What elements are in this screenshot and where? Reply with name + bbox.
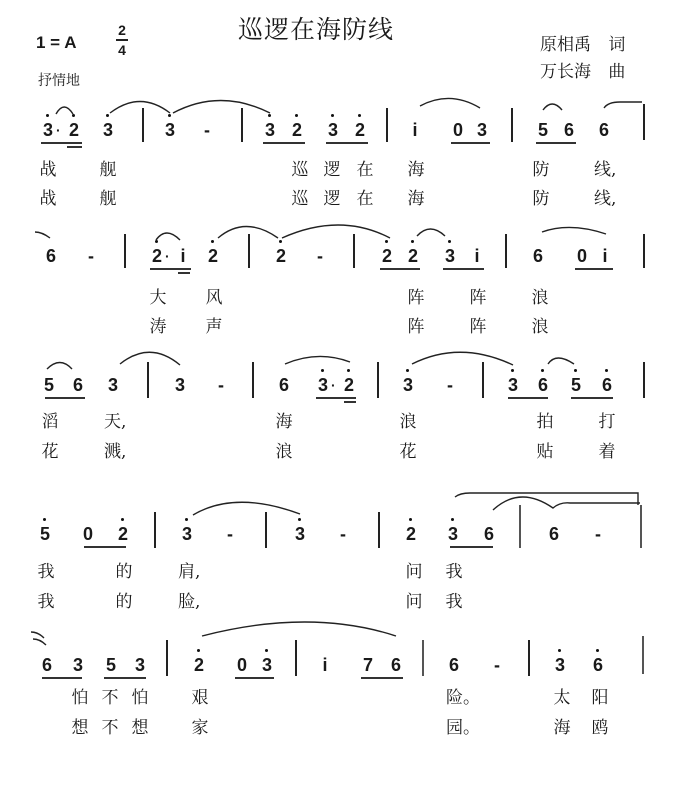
note: 2	[290, 120, 304, 140]
lyric: 溅,	[104, 442, 127, 462]
note: 6	[548, 524, 559, 544]
lyric: 战	[39, 189, 57, 209]
dash: -	[88, 246, 94, 266]
barline	[124, 234, 126, 268]
lyric: 花	[41, 442, 59, 462]
lyric: 打	[598, 412, 616, 432]
note: 5	[105, 655, 116, 675]
beam	[451, 142, 490, 144]
beam	[536, 142, 576, 144]
composer-role: 曲	[608, 62, 626, 82]
lyric: 天,	[104, 412, 127, 432]
lyric: 在	[356, 160, 374, 180]
beam	[380, 268, 420, 270]
barline	[505, 234, 507, 268]
lyric: 问	[405, 592, 423, 612]
lyric: 的	[115, 592, 133, 612]
barline	[252, 362, 254, 398]
note: 6	[41, 655, 52, 675]
note: 6	[598, 120, 609, 140]
time-signature-bottom: 4	[118, 41, 126, 58]
lyric: 我	[445, 562, 463, 582]
lyric: 海	[407, 189, 425, 209]
lyric: 着	[598, 442, 616, 462]
note: 2	[380, 246, 394, 266]
note: 2	[353, 120, 367, 140]
beam	[575, 268, 613, 270]
barline	[422, 640, 424, 676]
lyric: 声	[205, 317, 223, 337]
note: 3	[506, 375, 520, 395]
barline	[528, 640, 530, 676]
lyricist-name: 原相禹	[540, 35, 591, 55]
note: 3	[41, 120, 55, 140]
note: 3	[553, 655, 567, 675]
barline	[154, 512, 156, 548]
dash: -	[494, 655, 500, 675]
note: 2	[150, 246, 164, 266]
barline	[643, 104, 645, 140]
note: 2	[274, 246, 288, 266]
lyric: 鸥	[591, 718, 609, 738]
lyric: 不	[101, 688, 119, 708]
barline	[378, 512, 380, 548]
barline	[241, 108, 243, 142]
lyric: 问	[405, 562, 423, 582]
beam	[263, 142, 305, 144]
lyric: 险。	[446, 688, 480, 708]
beam	[571, 397, 613, 399]
lyric: 大	[149, 288, 167, 308]
note: 3	[401, 375, 415, 395]
lyric: 浪	[531, 288, 549, 308]
note: 3	[163, 120, 177, 140]
note: 2	[342, 375, 356, 395]
lyric: 浪	[531, 317, 549, 337]
note: 2	[406, 246, 420, 266]
note: 3	[107, 375, 118, 395]
lyric: 脸,	[178, 592, 201, 612]
note: i	[474, 246, 480, 266]
lyric: 艰	[191, 688, 209, 708]
lyric: 在	[356, 189, 374, 209]
beam	[235, 677, 274, 679]
lyric: 我	[37, 592, 55, 612]
lyric: 阵	[469, 288, 487, 308]
lyric: 我	[445, 592, 463, 612]
note: 3	[316, 375, 330, 395]
barline	[295, 640, 297, 676]
note: 3	[443, 246, 457, 266]
augmentation-dot: ·	[331, 377, 336, 393]
note: 6	[390, 655, 401, 675]
note: 3	[180, 524, 194, 544]
barline	[353, 234, 355, 268]
barline	[482, 362, 484, 398]
lyric: 拍	[536, 412, 554, 432]
lyric: 滔	[41, 412, 59, 432]
note: 6	[448, 655, 459, 675]
note: 3	[326, 120, 340, 140]
note: i	[412, 120, 418, 140]
note: 6	[591, 655, 605, 675]
beam	[508, 397, 548, 399]
note: 3	[476, 120, 487, 140]
barline	[265, 512, 267, 548]
lyric: 海	[407, 160, 425, 180]
note: i	[180, 246, 186, 266]
note: 5	[43, 375, 54, 395]
lyric: 园。	[446, 718, 480, 738]
dash: -	[447, 375, 453, 395]
lyric: 巡	[291, 189, 309, 209]
barline	[147, 362, 149, 398]
lyric: 涛	[149, 317, 167, 337]
dash: -	[317, 246, 323, 266]
barline	[642, 636, 644, 674]
lyric: 防	[532, 160, 550, 180]
note: 2	[116, 524, 130, 544]
note: 5	[38, 524, 52, 544]
lyric: 阵	[469, 317, 487, 337]
lyric: 太	[553, 688, 571, 708]
song-title: 巡逻在海防线	[238, 15, 395, 44]
beam	[41, 142, 82, 144]
beam	[326, 142, 368, 144]
composer-name: 万长海	[540, 62, 591, 82]
note: i	[602, 246, 608, 266]
note: 0	[82, 524, 93, 544]
lyric: 海	[553, 718, 571, 738]
dash: -	[340, 524, 346, 544]
lyric: 逻	[323, 189, 341, 209]
note: 6	[532, 246, 543, 266]
note: 2	[404, 524, 418, 544]
note: 3	[101, 120, 115, 140]
note: 0	[236, 655, 247, 675]
lyric: 不	[101, 718, 119, 738]
lyric: 防	[532, 189, 550, 209]
time-signature-top: 2	[118, 22, 126, 38]
lyric: 舰	[99, 189, 117, 209]
note: 3	[72, 655, 83, 675]
lyric: 想	[71, 718, 89, 738]
lyric: 贴	[536, 442, 554, 462]
lyric: 浪	[399, 412, 417, 432]
note: 2	[206, 246, 220, 266]
beam	[443, 268, 484, 270]
lyric: 怕	[71, 688, 89, 708]
beam	[361, 677, 403, 679]
beam	[104, 677, 146, 679]
note: 3	[263, 120, 277, 140]
note: 6	[483, 524, 494, 544]
dash: -	[218, 375, 224, 395]
barline	[248, 234, 250, 268]
note: 3	[260, 655, 274, 675]
lyric: 我	[37, 562, 55, 582]
augmentation-dot: ·	[56, 122, 61, 138]
augmentation-dot: ·	[165, 248, 170, 264]
note: 3	[134, 655, 145, 675]
note: 6	[278, 375, 289, 395]
note: 6	[600, 375, 614, 395]
barline	[519, 505, 521, 548]
note: 0	[452, 120, 463, 140]
beam	[42, 677, 82, 679]
note: 6	[72, 375, 83, 395]
beam	[344, 401, 356, 403]
beam	[316, 397, 356, 399]
note: 3	[293, 524, 307, 544]
note: 2	[67, 120, 81, 140]
dash: -	[204, 120, 210, 140]
barline	[142, 108, 144, 142]
lyric: 阵	[407, 288, 425, 308]
note: 7	[362, 655, 373, 675]
beam	[178, 272, 190, 274]
lyric: 舰	[99, 160, 117, 180]
barline	[643, 362, 645, 398]
lyric: 逻	[323, 160, 341, 180]
lyric: 肩,	[178, 562, 201, 582]
lyric: 的	[115, 562, 133, 582]
beam	[67, 146, 82, 148]
barline	[377, 362, 379, 398]
lyric: 花	[399, 442, 417, 462]
lyric: 浪	[275, 442, 293, 462]
beam	[45, 397, 85, 399]
lyric: 想	[131, 718, 149, 738]
barline	[640, 505, 642, 548]
note: 6	[45, 246, 56, 266]
note: 6	[563, 120, 574, 140]
barline	[511, 108, 513, 142]
lyric: 线,	[594, 160, 617, 180]
barline	[643, 234, 645, 268]
lyric: 阵	[407, 317, 425, 337]
lyricist-role: 词	[608, 35, 626, 55]
note: 5	[569, 375, 583, 395]
beam	[450, 546, 493, 548]
barline	[386, 108, 388, 142]
dash: -	[595, 524, 601, 544]
note: 2	[192, 655, 206, 675]
tempo-marking: 抒情地	[38, 73, 80, 89]
note: 3	[174, 375, 185, 395]
note: 3	[446, 524, 460, 544]
barline	[166, 640, 168, 676]
key-signature: 1 = A	[36, 33, 77, 52]
lyric: 风	[205, 288, 223, 308]
note: 6	[536, 375, 550, 395]
dash: -	[227, 524, 233, 544]
note: i	[322, 655, 328, 675]
lyric: 战	[39, 160, 57, 180]
lyric: 巡	[291, 160, 309, 180]
lyric: 家	[191, 718, 209, 738]
beam	[84, 546, 126, 548]
note: 5	[537, 120, 548, 140]
lyric: 线,	[594, 189, 617, 209]
beam	[150, 268, 191, 270]
lyric: 怕	[131, 688, 149, 708]
lyric: 阳	[591, 688, 609, 708]
lyric: 海	[275, 412, 293, 432]
note: 0	[576, 246, 587, 266]
